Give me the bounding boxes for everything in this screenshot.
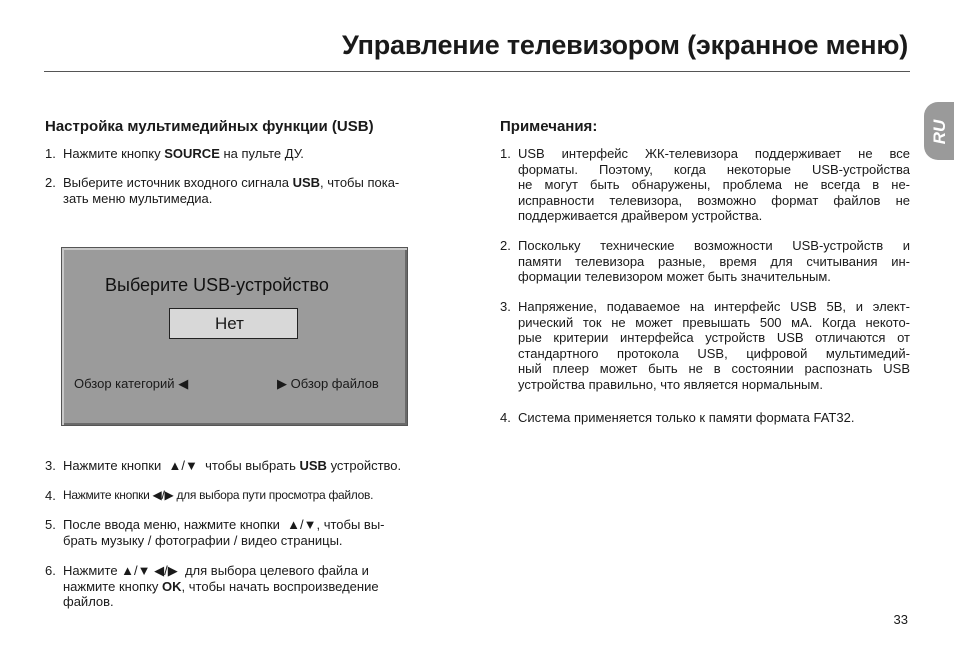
step-text: чтобы выбрать bbox=[201, 458, 300, 473]
step-text: Нажмите кнопку bbox=[63, 146, 165, 161]
language-tab bbox=[924, 102, 954, 160]
note-line: исправности телевизора, возможно формат файлов не bbox=[518, 192, 910, 208]
step-key: SOURCE bbox=[164, 146, 220, 161]
right-arrow-icon: ▶ bbox=[277, 376, 287, 391]
step-number: 5. bbox=[45, 517, 56, 532]
note-line: формации телевизором может быть значительным. bbox=[518, 269, 831, 284]
title-divider bbox=[44, 71, 910, 72]
category-browse-hint bbox=[74, 376, 188, 392]
step-text: устройство. bbox=[326, 458, 402, 473]
note-line: USB интерфейс ЖК-телевизора поддерживает не все bbox=[518, 146, 910, 161]
note-line: ный плеер может быть не в состоянии распознать USB bbox=[518, 361, 910, 376]
step-number: 1. bbox=[45, 146, 56, 161]
hint-label: Обзор файлов bbox=[290, 376, 379, 391]
step-number: 6. bbox=[45, 563, 56, 578]
note-line: Система применяется только к памяти формата FAT32. bbox=[518, 410, 855, 425]
step-number: 3. bbox=[45, 458, 56, 473]
page-title: Управление телевизором (экранное меню) bbox=[342, 30, 908, 60]
step-number: 2. bbox=[45, 175, 56, 190]
step-text: После ввода меню, нажмите кнопки bbox=[63, 517, 284, 532]
note-number: 2. bbox=[500, 238, 511, 253]
note-line: поддерживается драйвером устройства. bbox=[518, 208, 763, 223]
page-number: 33 bbox=[893, 612, 908, 627]
step-text: , чтобы пока- bbox=[320, 175, 400, 190]
left-right-arrows-icon: ◀/▶ bbox=[152, 488, 174, 502]
up-down-arrows-icon: ▲/▼ bbox=[283, 517, 317, 532]
note-line: рые критерии интерфейса устройств USB отличаются от bbox=[518, 330, 910, 345]
note-line: памяти телевизора разные, время для считывания ин- bbox=[518, 253, 910, 269]
note-line: форматы. Поэтому, когда некоторые USB-устройства bbox=[518, 161, 910, 177]
step-text: брать музыку / фотографии / видео страницы. bbox=[63, 532, 343, 548]
note-number: 4. bbox=[500, 410, 511, 425]
note-line: рический ток не может превышать 500 мА. Когда некото- bbox=[518, 314, 910, 330]
step-key: USB bbox=[299, 458, 327, 473]
hint-label: Обзор категорий bbox=[74, 376, 175, 391]
step-text: , чтобы начать воспроизведение bbox=[181, 578, 379, 594]
step-text: Выберите источник входного сигнала bbox=[63, 175, 293, 190]
language-tab-label: RU bbox=[930, 119, 949, 145]
step-text: для выбора пути просмотра файлов. bbox=[173, 488, 374, 502]
step-text: зать меню мультимедиа. bbox=[63, 190, 213, 206]
note-line: Поскольку технические возможности USB-устройств и bbox=[518, 238, 910, 253]
step-text: для выбора целевого файла и bbox=[181, 563, 369, 578]
file-browse-hint bbox=[277, 376, 379, 392]
step-text: нажмите кнопку bbox=[63, 578, 163, 594]
step-text: , чтобы вы- bbox=[316, 517, 385, 532]
note-number: 1. bbox=[500, 146, 511, 161]
up-down-arrows-icon: ▲/▼ bbox=[164, 458, 202, 473]
note-line: устройства правильно, что является нормальным. bbox=[518, 376, 823, 392]
osd-title: Выберите USB-устройство bbox=[105, 275, 329, 295]
arrows-icon: ▲/▼ ◀/▶ bbox=[121, 563, 182, 578]
step-text: Нажмите bbox=[63, 563, 122, 578]
usb-section-heading: Настройка мультимедийных функции (USB) bbox=[45, 118, 374, 135]
note-line: Напряжение, подаваемое на интерфейс USB 5В, и элект- bbox=[518, 299, 910, 314]
step-text: файлов. bbox=[63, 594, 114, 609]
note-number: 3. bbox=[500, 299, 511, 314]
usb-osd-menu bbox=[61, 247, 408, 426]
step-key: OK bbox=[162, 578, 182, 594]
step-key: USB bbox=[292, 175, 321, 190]
usb-device-option[interactable] bbox=[169, 308, 298, 339]
note-line: стандартного протокола USB, цифровой мультимедий- bbox=[518, 345, 910, 361]
option-label: Нет bbox=[215, 314, 244, 333]
step-text: Нажмите кнопки bbox=[63, 488, 153, 502]
step-number: 4. bbox=[45, 488, 56, 503]
notes-heading: Примечания: bbox=[500, 118, 598, 135]
step-text: на пульте ДУ. bbox=[219, 146, 304, 161]
left-arrow-icon: ◀ bbox=[178, 376, 189, 391]
step-text: Нажмите кнопки bbox=[63, 458, 165, 473]
note-line: не могут быть обнаружены, проблема не всегда в не- bbox=[518, 177, 910, 192]
